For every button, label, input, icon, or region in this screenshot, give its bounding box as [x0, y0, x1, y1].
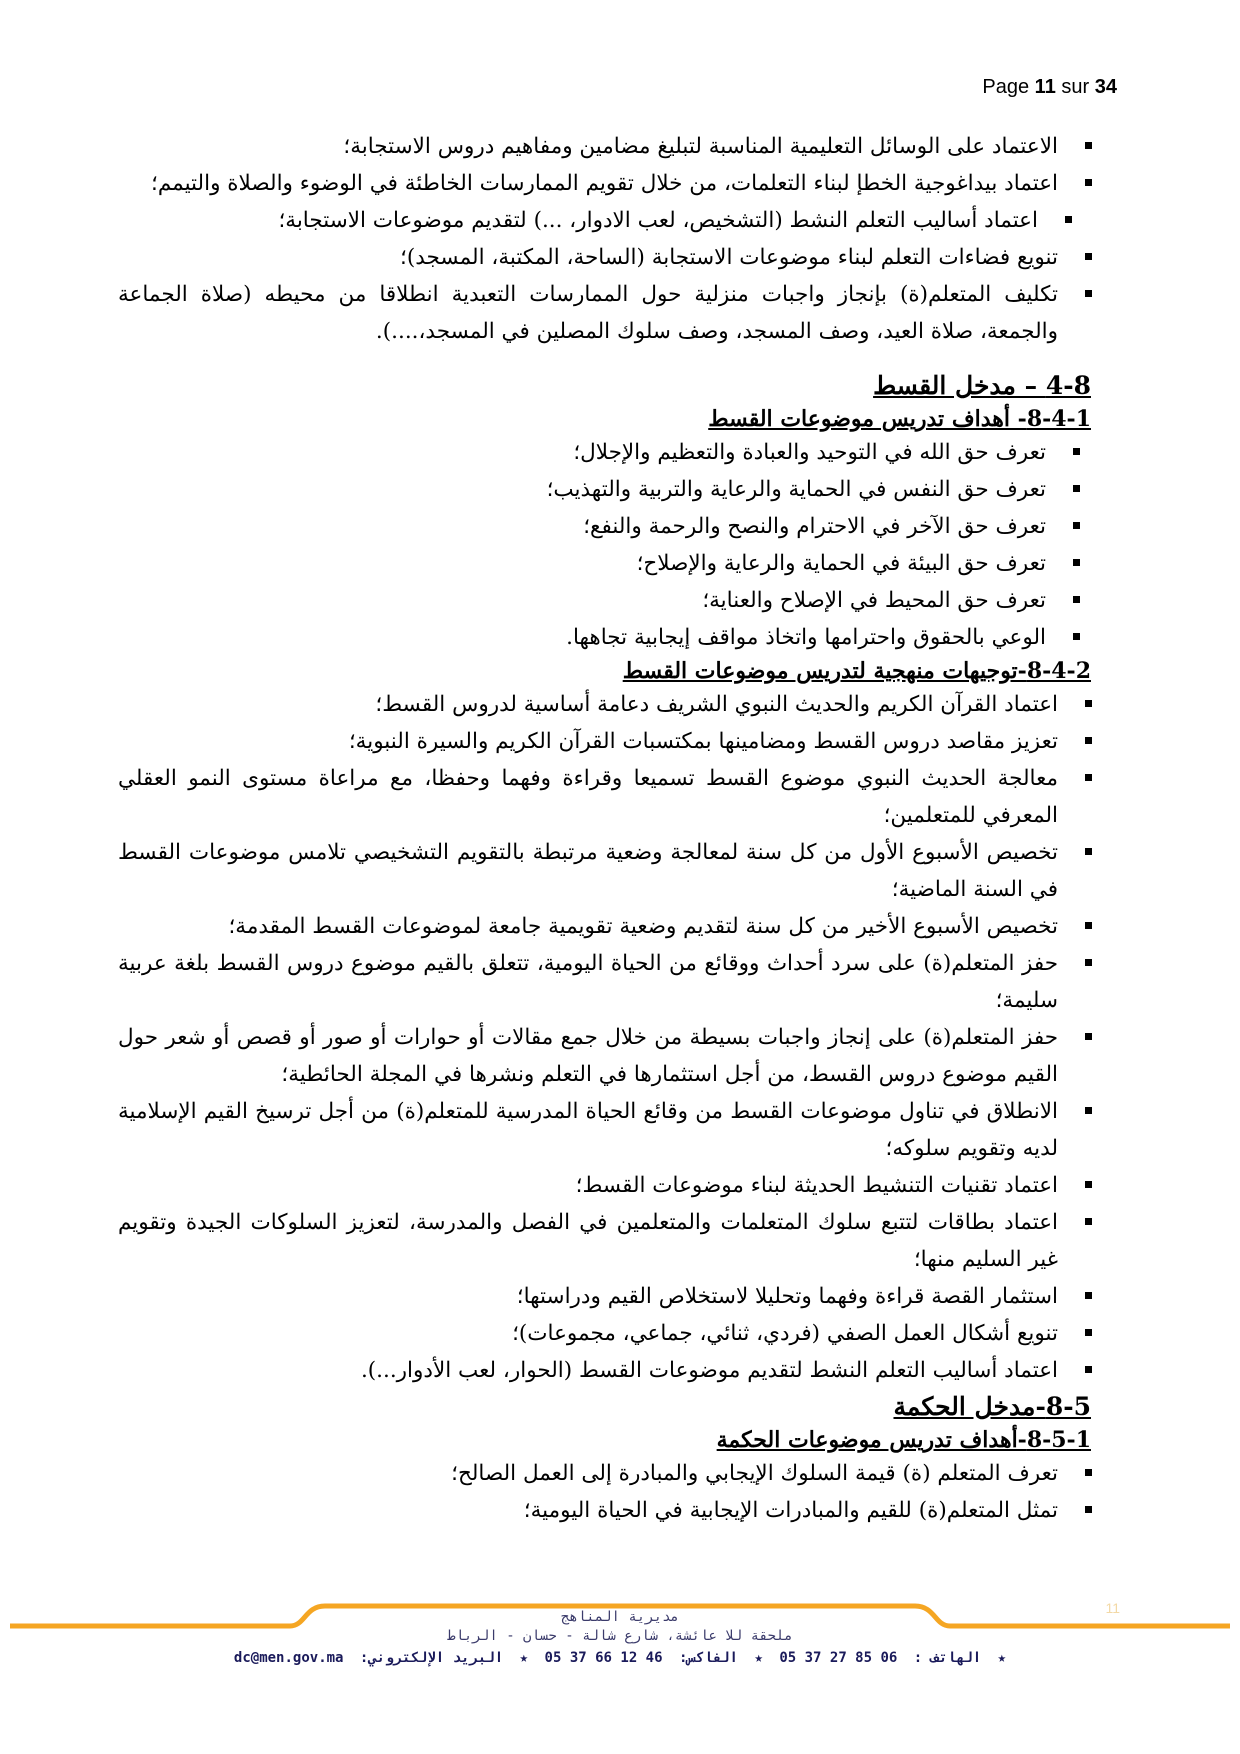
list-item: اعتماد بطاقات لتتبع سلوك المتعلمات والمتعلمين في الفصل والمدرسة، لتعزيز السلوكات الجيدة وتقويم غير السليم منها؛ [118, 1204, 1103, 1278]
list-item: استثمار القصة قراءة وفهما وتحليلا لاستخلاص القيم ودراستها؛ [118, 1278, 1103, 1315]
list-block-2 [118, 434, 1091, 656]
email-label: البريد الإلكتروني: [359, 1650, 504, 1666]
section-heading-5-8: 8-5-مدخل الحكمة [893, 1392, 1091, 1421]
page-number: Page 11 sur 34 [982, 76, 1117, 98]
list-item: اعتماد القرآن الكريم والحديث النبوي الشريف دعامة أساسية لدروس القسط؛ [118, 686, 1103, 723]
list-item: تمثل المتعلم(ة) للقيم والمبادرات الإيجابية في الحياة اليومية؛ [118, 1492, 1103, 1529]
subsection-heading-4-8-2: 8-4-2-توجيهات منهجية لتدريس موضوعات القسط [622, 658, 1091, 684]
list-item: الاعتماد على الوسائل التعليمية المناسبة لتبليغ مضامين ومفاهيم دروس الاستجابة؛ [118, 128, 1103, 165]
phone-number: 05 37 27 85 06 [779, 1650, 898, 1666]
list-block-4 [118, 1455, 1103, 1529]
footer-ghost-number: 11 [1105, 1600, 1120, 1616]
list-item: تعزيز مقاصد دروس القسط ومضامينها بمكتسبات القرآن الكريم والسيرة النبوية؛ [118, 723, 1103, 760]
list-item: اعتماد تقنيات التنشيط الحديثة لبناء موضوعات القسط؛ [118, 1167, 1103, 1204]
list-item: تنويع فضاءات التعلم لبناء موضوعات الاستجابة (الساحة، المكتبة، المسجد)؛ [118, 239, 1103, 276]
list-item: اعتماد بيداغوجية الخطإ لبناء التعلمات، من خلال تقويم الممارسات الخاطئة في الوضوء والصلاة والتيمم؛ [118, 165, 1103, 202]
list-item: اعتماد أساليب التعلم النشط (التشخيص، لعب الادوار، ...) لتقديم موضوعات الاستجابة؛ [118, 202, 1083, 239]
list-item: تخصيص الأسبوع الأول من كل سنة لمعالجة وضعية مرتبطة بالتقويم التشخيصي تلامس موضوعات القسط في السنة الماضية؛ [118, 834, 1103, 908]
footer-directorate: مديرية المناهج [560, 1609, 679, 1625]
star-icon: ★ [997, 1650, 1007, 1666]
list-item: تعرف حق المحيط في الإصلاح والعناية؛ [118, 582, 1091, 619]
list-item: معالجة الحديث النبوي موضوع القسط تسميعا وقراءة وفهما وحفظا، مع مراعاة مستوى النمو العقلي المعرفي للمتعلمين؛ [118, 760, 1103, 834]
star-icon: ★ [754, 1650, 763, 1666]
list-item: تعرف المتعلم (ة) قيمة السلوك الإيجابي والمبادرة إلى العمل الصالح؛ [118, 1455, 1103, 1492]
subsection-heading-5-8-1: 8-5-1-أهداف تدريس موضوعات الحكمة [716, 1427, 1091, 1453]
star-icon: ★ [519, 1650, 529, 1666]
list-item: تعرف حق الله في التوحيد والعبادة والتعظيم والإجلال؛ [118, 434, 1091, 471]
fax-number: 05 37 66 12 46 [544, 1650, 663, 1666]
list-block-1 [118, 128, 1103, 350]
list-item: تعرف حق البيئة في الحماية والرعاية والإصلاح؛ [118, 545, 1091, 582]
list-item: حفز المتعلم(ة) على إنجاز واجبات بسيطة من خلال جمع مقالات أو حوارات أو صور أو قصص أو شعر حول القيم موضوع دروس القسط، من أجل استثمارها في التعلم ونشرها في المجلة الحائطية؛ [118, 1019, 1103, 1093]
list-item: تكليف المتعلم(ة) بإنجاز واجبات منزلية حول الممارسات التعبدية انطلاقا من محيطه (صلاة الجماعة والجمعة، صلاة العيد، وصف المسجد، وصف سلوك المصلين في المسجد،....). [118, 276, 1103, 350]
phone-label: الهاتف : [913, 1650, 982, 1666]
fax-label: الفاكس: [678, 1650, 738, 1666]
list-item: حفز المتعلم(ة) على سرد أحداث ووقائع من الحياة اليومية، تتعلق بالقيم موضوع دروس القسط بلغة عربية سليمة؛ [118, 945, 1103, 1019]
list-item: تنويع أشكال العمل الصفي (فردي، ثنائي، جماعي، مجموعات)؛ [118, 1315, 1103, 1352]
document-body [118, 128, 1103, 1529]
list-item: اعتماد أساليب التعلم النشط لتقديم موضوعات القسط (الحوار، لعب الأدوار...). [118, 1352, 1103, 1389]
list-item: تخصيص الأسبوع الأخير من كل سنة لتقديم وضعية تقويمية جامعة لموضوعات القسط المقدمة؛ [118, 908, 1103, 945]
list-block-3 [118, 686, 1103, 1389]
list-item: الوعي بالحقوق واحترامها واتخاذ مواقف إيجابية تجاهها. [118, 619, 1091, 656]
footer-contacts [0, 1650, 1240, 1666]
email-link[interactable]: dc@men.gov.ma [233, 1650, 344, 1666]
list-item: تعرف حق النفس في الحماية والرعاية والتربية والتهذيب؛ [118, 471, 1091, 508]
footer-address: ملحقة للا عائشة، شارع شالة - حسان - الرباط [447, 1628, 793, 1644]
list-item: الانطلاق في تناول موضوعات القسط من وقائع الحياة المدرسية للمتعلم(ة) من أجل ترسيخ القيم الإسلامية لديه وتقويم سلوكه؛ [118, 1093, 1103, 1167]
subsection-heading-4-8-1: 8-4-1- أهداف تدريس موضوعات القسط [708, 406, 1091, 432]
section-heading-4-8: 4-8 – مدخل القسط [873, 371, 1091, 400]
page-footer [0, 1600, 1240, 1754]
list-item: تعرف حق الآخر في الاحترام والنصح والرحمة والنفع؛ [118, 508, 1091, 545]
